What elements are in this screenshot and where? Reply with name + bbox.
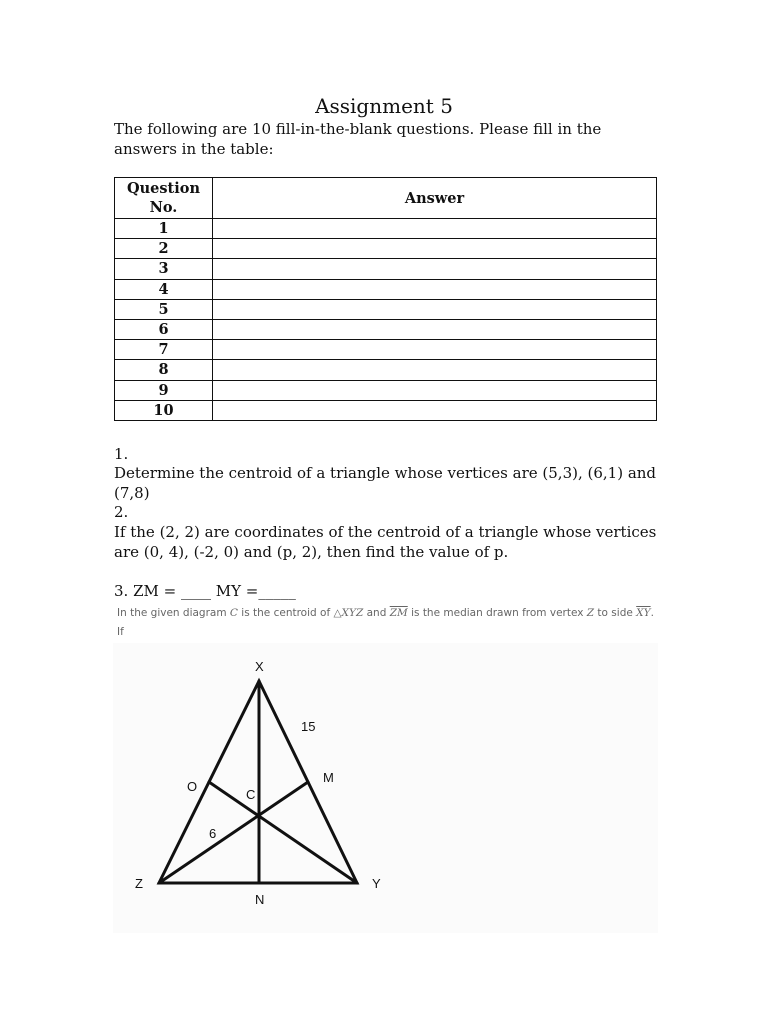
page-title: Assignment 5: [315, 94, 453, 118]
instructions: The following are 10 fill-in-the-blank questions. Please fill in the answers in the table:: [114, 120, 602, 158]
vertex-y-label: Y: [372, 876, 381, 891]
answer-cell[interactable]: [213, 299, 657, 319]
length-6-label: 6: [209, 826, 217, 841]
point-m-label: M: [323, 770, 334, 785]
question-number-cell: 10: [115, 400, 213, 420]
vertex-x-label: X: [255, 659, 264, 674]
caption-math-xy: $\overline{XY}$: [636, 607, 651, 619]
table-row: [115, 299, 657, 319]
question-2-text: If the (2, 2) are coordinates of the centroid of a triangle whose vertices are (0, 4), (-2, 0) and (p, 2), then find the value of p.: [114, 523, 657, 561]
question-number-cell: 9: [115, 380, 213, 400]
question-number-cell: 5: [115, 299, 213, 319]
table-header-row: [115, 178, 657, 219]
point-n-label: N: [255, 892, 265, 907]
caption-math-zm: $\overline{ZM}$: [389, 607, 408, 619]
header-question-no: Question No.: [115, 178, 213, 219]
table-row: [115, 279, 657, 299]
centroid-c-label: C: [246, 787, 256, 802]
answer-cell[interactable]: [213, 380, 657, 400]
triangle-figure: [113, 643, 658, 933]
caption-part: In the given diagram: [117, 607, 230, 619]
vertex-z-label: Z: [135, 876, 143, 891]
question-number-cell: 7: [115, 340, 213, 360]
length-15-label: 15: [301, 719, 316, 734]
answer-cell[interactable]: [213, 279, 657, 299]
question-number-cell: 1: [115, 219, 213, 239]
question-number-cell: 6: [115, 319, 213, 339]
answer-cell[interactable]: [213, 219, 657, 239]
question-number-cell: 3: [115, 259, 213, 279]
question-number-cell: 2: [115, 239, 213, 259]
caption-part: is the median drawn from vertex: [407, 607, 587, 619]
caption-part: and: [363, 607, 390, 619]
answer-cell[interactable]: [213, 319, 657, 339]
table-row: [115, 340, 657, 360]
caption-part: . If: [117, 607, 654, 638]
table-row: [115, 380, 657, 400]
caption-math-c: C: [229, 607, 238, 619]
answer-cell[interactable]: [213, 259, 657, 279]
question-number-cell: 8: [115, 360, 213, 380]
answer-cell[interactable]: [213, 239, 657, 259]
question-2-number: 2.: [114, 503, 129, 521]
header-answer: Answer: [213, 178, 657, 219]
answer-cell[interactable]: [213, 340, 657, 360]
table-row: [115, 239, 657, 259]
table-row: [115, 360, 657, 380]
answer-cell[interactable]: [213, 400, 657, 420]
table-row: [115, 319, 657, 339]
table-row: [115, 219, 657, 239]
answer-table: [114, 177, 657, 421]
triangle-diagram: [113, 643, 658, 933]
question-number-cell: 4: [115, 279, 213, 299]
answer-table-body: [115, 219, 657, 421]
table-row: [115, 400, 657, 420]
caption-part: is the centroid of: [237, 607, 334, 619]
answer-cell[interactable]: [213, 360, 657, 380]
caption-part: to side: [594, 607, 637, 619]
caption-math-triangle: △XYZ: [333, 607, 364, 619]
question-1-number: 1.: [114, 445, 129, 463]
question-1-text: Determine the centroid of a triangle whose vertices are (5,3), (6,1) and (7,8): [114, 464, 657, 502]
caption-math-z: Z: [586, 607, 595, 619]
question-3-text: 3. ZM = ____ MY =_____: [114, 582, 296, 600]
table-row: [115, 259, 657, 279]
point-o-label: O: [187, 779, 198, 794]
